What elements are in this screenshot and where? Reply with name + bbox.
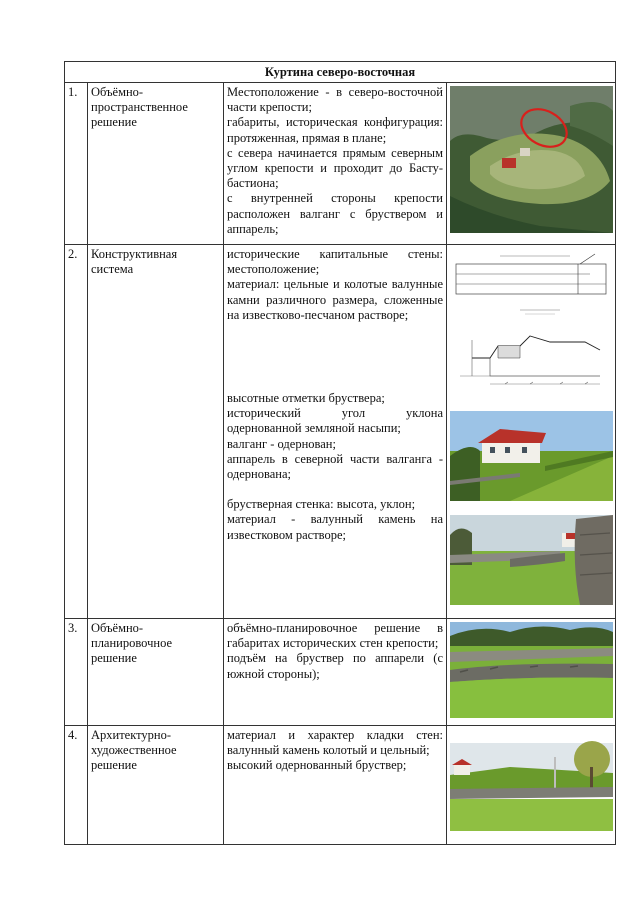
row-description bbox=[224, 245, 447, 619]
description-line: материал - валунный камень на известковом растворе; bbox=[227, 512, 443, 542]
description-line: с внутренней стороны крепости расположен валганг с бруствером и аппарель; bbox=[227, 191, 443, 236]
house-rampart-photo bbox=[450, 411, 613, 501]
row-name: Конструктивная система bbox=[88, 245, 224, 619]
description-line: подъём на бруствер по аппарели (с южной стороны); bbox=[227, 651, 443, 681]
table-row bbox=[65, 83, 616, 245]
section-drawing bbox=[450, 250, 613, 398]
description-line: исторические капитальные стены: местоположение; bbox=[227, 247, 443, 277]
description-line: объёмно-планировочное решение в габаритах исторических стен крепости; bbox=[227, 621, 443, 651]
row-name: Архитектурно-художественное решение bbox=[88, 726, 224, 845]
row-name: Объёмно-пространственное решение bbox=[88, 83, 224, 245]
description-line: брустверная стенка: высота, уклон; bbox=[227, 497, 416, 512]
description-line: габариты, историческая конфигурация: протяженная, прямая в плане; bbox=[227, 115, 443, 145]
image-cell bbox=[447, 726, 616, 845]
table-row bbox=[65, 245, 616, 619]
table-title: Куртина северо-восточная bbox=[65, 62, 616, 83]
row-number: 4. bbox=[65, 726, 88, 845]
description-line: аппарель в северной части валганга - одернована; bbox=[227, 451, 443, 482]
row-number: 3. bbox=[65, 619, 88, 726]
table-title-row bbox=[65, 62, 616, 83]
table-row bbox=[65, 619, 616, 726]
row-number: 2. bbox=[65, 245, 88, 619]
specification-table bbox=[64, 61, 616, 845]
row-name: Объёмно-планировочное решение bbox=[88, 619, 224, 726]
image-cell bbox=[447, 83, 616, 245]
table-row bbox=[65, 726, 616, 845]
description-line: высотные отметки бруствера; bbox=[227, 391, 385, 406]
description-line: Местоположение - в северо-восточной части крепости; bbox=[227, 85, 443, 115]
masonry-photo bbox=[450, 737, 613, 831]
breastwork-wall-photo bbox=[450, 515, 613, 605]
description-line: исторический угол уклона одернованной земляной насыпи; bbox=[227, 406, 443, 436]
description-line: с севера начинается прямым северным углом крепости и проходит до Басту-бастиона; bbox=[227, 145, 443, 191]
row-number: 1. bbox=[65, 83, 88, 245]
row-description bbox=[224, 726, 447, 845]
description-line: материал: цельные и колотые валунные камни различного размера, сложенные на известково-песчаном растворе; bbox=[227, 277, 443, 322]
ramp-photo bbox=[450, 622, 613, 718]
image-cell bbox=[447, 619, 616, 726]
image-cell bbox=[447, 245, 616, 619]
description-line: материал и характер кладки стен: валунный камень колотый и цельный; bbox=[227, 728, 443, 758]
description-line: высокий одернованный бруствер; bbox=[227, 758, 407, 773]
description-line: валганг - одернован; bbox=[227, 436, 336, 451]
row-description bbox=[224, 83, 447, 245]
aerial-photo bbox=[450, 86, 613, 233]
row-description bbox=[224, 619, 447, 726]
